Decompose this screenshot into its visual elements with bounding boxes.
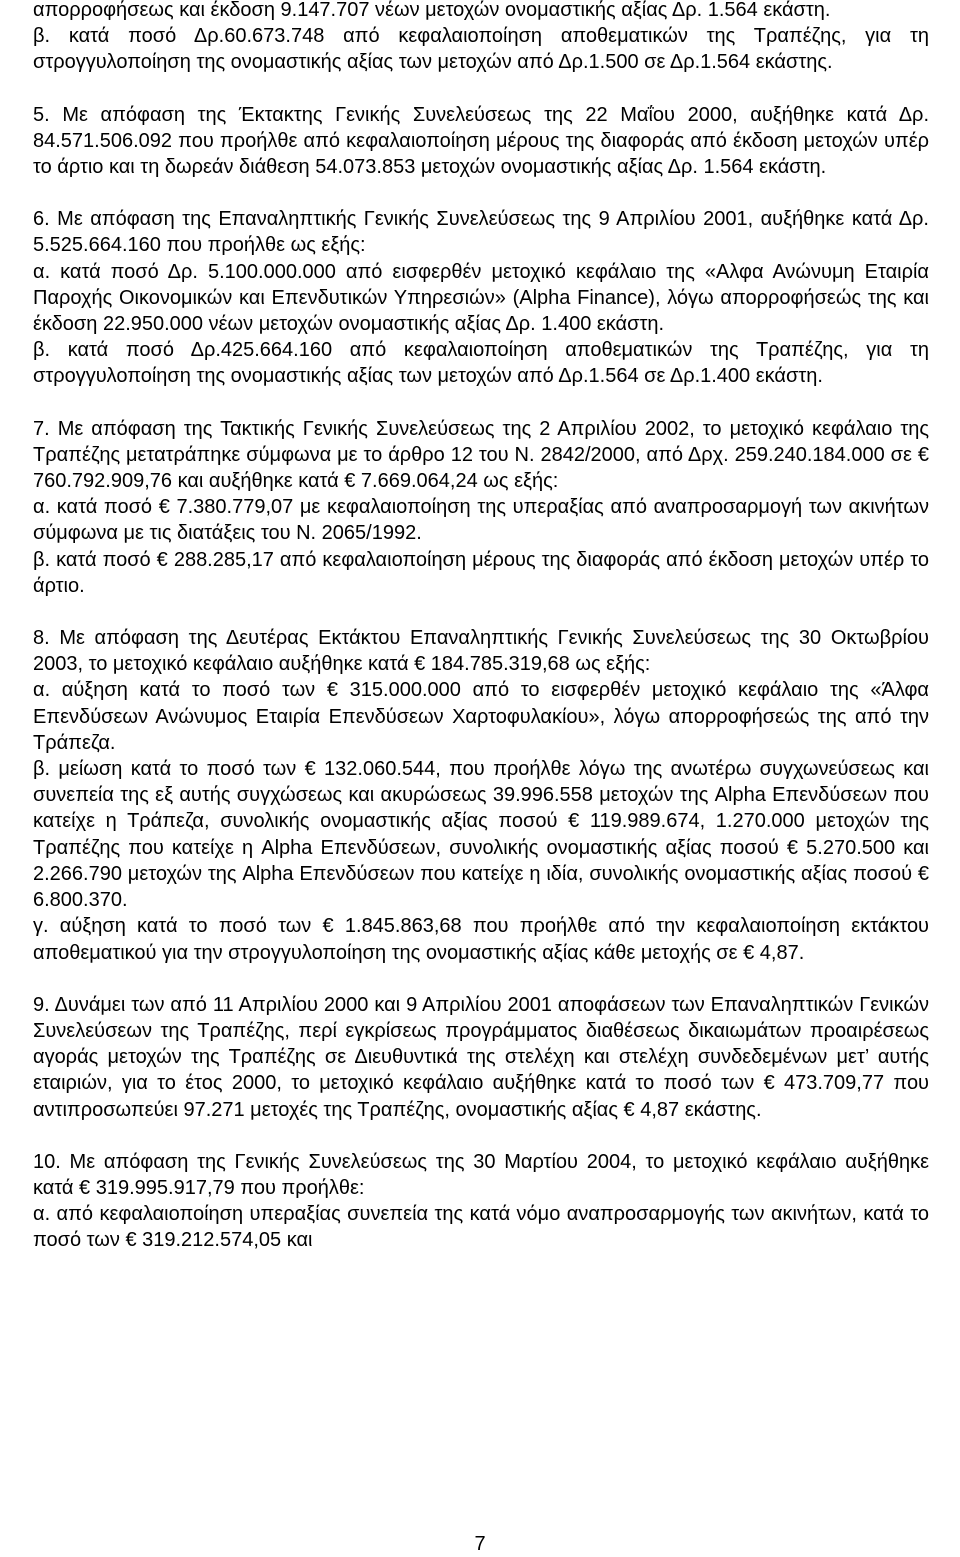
paragraph-1-item-b: β. κατά ποσό Δρ.60.673.748 από κεφαλαιοποίηση αποθεματικών της Τραπέζης, για τη στρογγυλοποίηση της ονομαστικής αξίας των μετοχών από Δρ.1.500 σε Δρ.1.564 εκάστης. [33,25,929,74]
paragraph-8-item-c: γ. αύξηση κατά το ποσό των € 1.845.863,68 που προήλθε από την κεφαλαιοποίηση εκτάκτου αποθεματικού για την στρογγυλοποίηση της ονομαστικής αξίας κάθε μετοχής σε € 4,87. [33,915,929,964]
paragraph-10: 10. Με απόφαση της Γενικής Συνελεύσεως της 30 Μαρτίου 2004, το μετοχικό κεφάλαιο αυξήθηκε κατά € 319.995.917,79 που προήλθε: [33,1150,929,1199]
paragraph-9: 9. Δυνάμει των από 11 Απριλίου 2000 και 9 Απριλίου 2001 αποφάσεων των Επαναληπτικών Γενικών Συνελεύσεων της Τραπέζης, περί εγκρίσεως προγράμματος διαθέσεως δικαιωμάτων προαιρέσεως αγοράς μετοχών της Τραπέζης σε Διευθυντικά της στελέχη και στελέχη συνδεδεμένων μετ’ αυτής εταιριών, για το έτος 2000, το μετοχικό κεφάλαιο αυξήθηκε κατά το ποσό των € 473.709,77 που αντιπροσωπεύει 97.271 μετοχές της Τραπέζης, ονομαστικής αξίας € 4,87 εκάστης. [33,993,929,1121]
paragraph-gap [33,1123,929,1149]
paragraph-8: 8. Με απόφαση της Δευτέρας Εκτάκτου Επαναληπτικής Γενικής Συνελεύσεως της 30 Οκτωβρίου 2003, το μετοχικό κεφάλαιο αυξήθηκε κατά € 184.785.319,68 ως εξής: [33,627,929,676]
paragraph-8-item-a: α. αύξηση κατά το ποσό των € 315.000.000 από το εισφερθέν μετοχικό κεφάλαιο της «Άλφα Επενδύσεων Ανώνυμος Εταιρία Επενδύσεων Χαρτοφυλακίου», λόγω απορροφήσεώς της από την Τράπεζα. [33,679,929,754]
paragraph-gap [33,390,929,416]
paragraph-1-continuation: απορροφήσεως και έκδοση 9.147.707 νέων μετοχών ονομαστικής αξίας Δρ. 1.564 εκάστη. [33,0,831,21]
paragraph-8-item-b: β. μείωση κατά το ποσό των € 132.060.544, που προήλθε λόγω της ανωτέρω συγχωνεύσεως και συνεπεία της εξ αυτής συγχώσεως και ακυρώσεως 39.996.558 μετοχών της Alpha Επενδύσεων που κατείχε η Τράπεζα, συνολικής ονομαστικής αξίας ποσού € 119.989.674, 1.270.000 μετοχών της Τραπέζης που κατείχε η Alpha Επενδύσεων, συνολικής ονομαστικής αξίας ποσού € 5.270.500 και 2.266.790 μετοχών της Alpha Επενδύσεων που κατείχε η ιδία, συνολικής ονομαστικής αξίας ποσού € 6.800.370. [33,758,929,912]
paragraph-6-item-a: α. κατά ποσό Δρ. 5.100.000.000 από εισφερθέν μετοχικό κεφάλαιο της «Αλφα Ανώνυμη Εταιρία Παροχής Οικονομικών και Επενδυτικών Υπηρεσιών» (Alpha Finance), λόγω απορροφήσεώς της και έκδοση 22.950.000 νέων μετοχών ονομαστικής αξίας Δρ. 1.400 εκάστη. [33,260,929,336]
paragraph-7-item-a: α. κατά ποσό € 7.380.779,07 με κεφαλαιοποίηση της υπεραξίας από αναπροσαρμογή των ακινήτων σύμφωνα με τις διατάξεις του Ν. 2065/1992. [33,496,929,545]
paragraph-gap [33,76,929,102]
paragraph-gap [33,599,929,625]
paragraph-gap [33,180,929,206]
document-page [33,0,929,1254]
paragraph-10-item-a: α. από κεφαλαιοποίηση υπεραξίας συνεπεία της κατά νόμο αναπροσαρμογής των ακινήτων, κατά το ποσό των € 319.212.574,05 και [33,1203,929,1252]
paragraph-7: 7. Με απόφαση της Τακτικής Γενικής Συνελεύσεως της 2 Απριλίου 2002, το μετοχικό κεφάλαιο της Τραπέζης μετατράπηκε σύμφωνα με το άρθρο 12 του Ν. 2842/2000, από Δρχ. 259.240.184.000 σε € 760.792.909,76 και αυξήθηκε κατά € 7.669.064,24 ως εξής: [33,417,929,493]
paragraph-6: 6. Με απόφαση της Επαναληπτικής Γενικής Συνελεύσεως της 9 Απριλίου 2001, αυξήθηκε κατά Δρ. 5.525.664.160 που προήλθε ως εξής: [33,208,929,257]
paragraph-gap [33,966,929,992]
paragraph-5: 5. Με απόφαση της Έκτακτης Γενικής Συνελεύσεως της 22 Μαΐου 2000, αυξήθηκε κατά Δρ. 84.571.506.092 που προήλθε από κεφαλαιοποίηση μέρους της διαφοράς από έκδοση μετοχών υπέρ το άρτιο και τη δωρεάν διάθεση 54.073.853 μετοχών ονομαστικής αξίας Δρ. 1.564 εκάστη. [33,103,929,179]
paragraph-6-item-b: β. κατά ποσό Δρ.425.664.160 από κεφαλαιοποίηση αποθεματικών της Τραπέζης, για τη στρογγυλοποίηση της ονομαστικής αξίας των μετοχών από Δρ.1.564 σε Δρ.1.400 εκάστη. [33,339,929,388]
paragraph-7-item-b: β. κατά ποσό € 288.285,17 από κεφαλαιοποίηση μέρους της διαφοράς από έκδοση μετοχών υπέρ το άρτιο. [33,548,929,597]
page-number: 7 [474,1533,486,1555]
